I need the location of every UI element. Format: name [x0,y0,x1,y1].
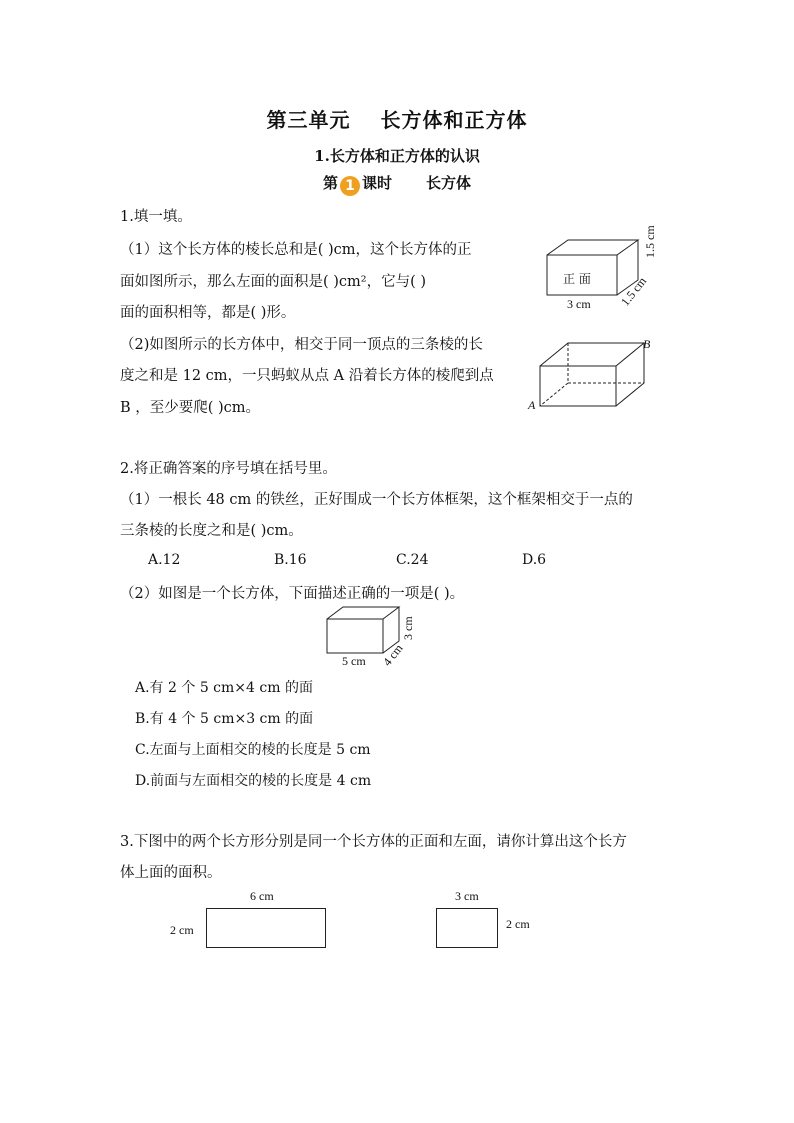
rect2-top-label: 3 cm [455,889,479,903]
q1-p2-line2: 度之和是 12 cm，一只蚂蚁从点 A 沿着长方体的棱爬到点 [120,368,494,384]
section-title: 1.长方体和正方体的认识 [314,147,480,165]
left-face-rectangle [436,908,498,948]
q2-p1-option-d: D.6 [522,552,547,568]
unit-title: 第三单元 [266,108,351,132]
q2-p2-option-c: C.左面与上面相交的棱的长度是 5 cm [135,742,371,758]
rect2-side-label: 2 cm [506,917,530,931]
q1-p1-line3: 面的面积相等，都是( )形。 [120,305,296,321]
point-a-label: A [528,398,536,412]
unit-name: 长方体和正方体 [380,108,528,132]
lesson-number-badge: 1 [340,176,360,196]
q2-p2-option-d: D.前面与左面相交的棱的长度是 4 cm [135,773,372,789]
q2-heading: 2.将正确答案的序号填在括号里。 [120,461,337,477]
fig1-depth-label: 1.5 cm [618,274,650,309]
q3-line2: 体上面的面积。 [120,865,222,881]
lesson-title [0,172,794,196]
q1-heading: 1.填一填。 [120,209,192,225]
q2-p1-option-b: B.16 [274,552,307,568]
lesson-prefix: 第 [322,174,338,192]
front-face-rectangle [206,908,326,948]
q1-p2-line1: （2)如图所示的长方体中，相交于同一顶点的三条棱的长 [120,337,483,353]
q2-p1-option-a: A.12 [148,552,181,568]
fig3-depth-label: 4 cm [380,641,406,669]
q2-p2-option-a: A.有 2 个 5 cm×4 cm 的面 [135,680,313,696]
fig3-width-label: 5 cm [342,654,366,668]
lesson-suffix: 课时 [361,174,392,192]
q1-p1-line1: （1）这个长方体的棱长总和是( )cm，这个长方体的正 [120,242,472,258]
rect1-top-label: 6 cm [250,889,274,903]
q2-p2-line1: （2）如图是一个长方体，下面描述正确的一项是( )。 [120,586,465,602]
front-face-label: 正 面 [563,272,591,286]
fig3-height-label: 3 cm [401,616,415,640]
q2-p1-line2: 三条棱的长度之和是( )cm。 [120,523,303,539]
cuboid-figure-1 [540,232,660,312]
page-title [0,104,794,133]
q3-line1: 3.下图中的两个长方形分别是同一个长方体的正面和左面，请你计算出这个长方 [120,834,627,850]
fig1-height-label: 1.5 cm [643,225,657,258]
q1-p1-line2: 面如图所示，那么左面的面积是( )cm²，它与( ) [120,274,427,290]
q1-p2-line3: B ，至少要爬( )cm。 [120,400,261,416]
q2-p1-option-c: C.24 [396,552,429,568]
lesson-name: 长方体 [426,174,472,192]
cuboid-figure-2 [535,338,655,413]
q2-p1-line1: （1）一根长 48 cm 的铁丝，正好围成一个长方体框架，这个框架相交于一点的 [120,492,633,508]
fig1-width-label: 3 cm [567,297,591,311]
rect1-side-label: 2 cm [170,923,194,937]
q2-p2-option-b: B.有 4 个 5 cm×3 cm 的面 [135,711,314,727]
point-b-label: B [643,337,651,351]
